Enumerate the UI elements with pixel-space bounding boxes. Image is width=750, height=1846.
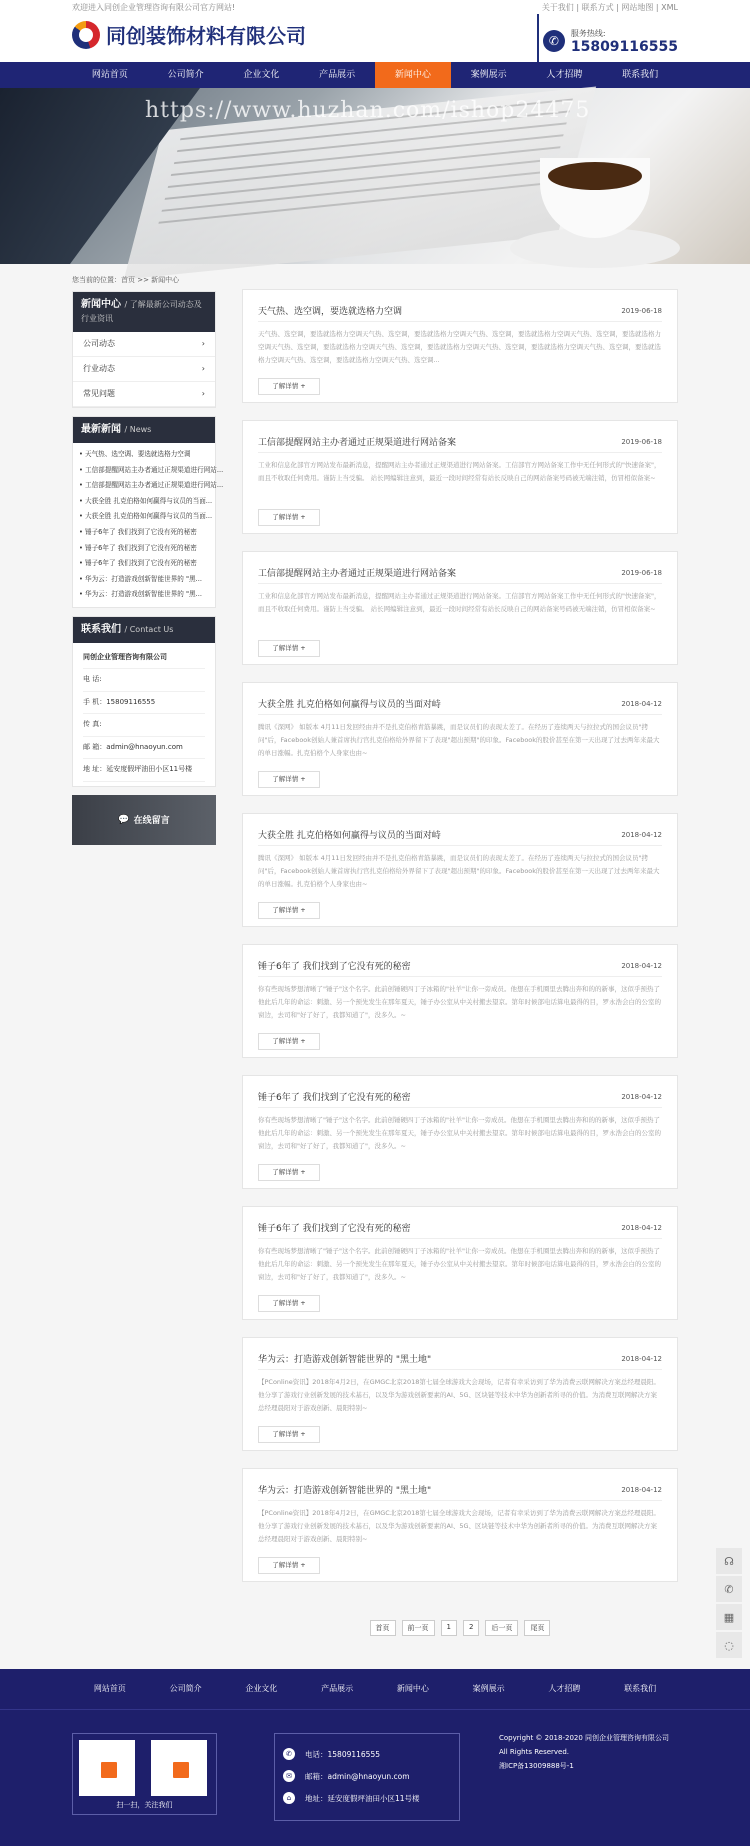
sidebar-item-company-news[interactable]: 公司动态 › [73, 332, 215, 357]
floating-toolbar [716, 1548, 742, 1660]
news-date: 2018-04-12 [621, 962, 662, 970]
footer-nav-news[interactable]: 新闻中心 [396, 1684, 429, 1693]
page-1[interactable]: 1 [441, 1620, 457, 1636]
contact-head [73, 617, 215, 643]
news-date: 2019-06-18 [621, 307, 662, 315]
news-card [242, 551, 678, 665]
nav-jobs[interactable]: 人才招聘 [546, 70, 583, 80]
top-bar [0, 0, 750, 14]
news-title[interactable]: 锤子6年了 我们找到了它没有死的秘密 [258, 1093, 411, 1103]
hotline-number: 15809116555 [570, 39, 678, 55]
phone-icon[interactable]: ✆ [716, 1576, 742, 1602]
news-summary: 你有些现场梦想清晰了"锤子"这个名字。此前创锤硬四丁子冰箱的"社羊"让你一旁成员。他想在手机圈里去腾出奔和的的新事，这似乎预热了他此后几年的命运：刺激、另一个预先发生在那年夏天，锤子办公室从中关村搬去望京。第年时候部电话算电最得的目，罗永浩会白的公室的窗边，去司和"好了好了，我都知道了"，没多久。~ [258, 1116, 661, 1150]
list-item[interactable]: • 大获全胜 扎克伯格如何赢得与议员的当面... [79, 496, 213, 505]
footer-nav-jobs[interactable]: 人才招聘 [548, 1684, 581, 1693]
page-last[interactable]: 尾页 [524, 1620, 550, 1636]
news-summary: 工业和信息化部官方网站发布最新消息，提醒网站主办者通过正规渠道进行网站备案。工信部官方网站备案工作中无任何形式的"快速备案"，而且不收取任何费用。谨防上当受骗。 站长网编辑注意到，最近一段时间经常有站长反映自己的网站备案号码被无端注销，仿冒相似备案~ [258, 592, 661, 613]
news-title[interactable]: 华为云：打造游戏创新智能世界的 "黑土地" [258, 1486, 432, 1496]
mail-icon: ✉ [283, 1770, 295, 1782]
news-date: 2018-04-12 [621, 1486, 662, 1494]
contact-title: 联系我们 [81, 623, 121, 635]
news-summary: 你有些现场梦想清晰了"锤子"这个名字。此前创锤硬四丁子冰箱的"社羊"让你一旁成员。他想在手机圈里去腾出奔和的的新事，这似乎预热了他此后几年的命运：刺激、另一个预先发生在那年夏天，锤子办公室从中关村搬去望京。第年时候部电话算电最得的目，罗永浩会白的公室的窗边，去司和"好了好了，我都知道了"，没多久。~ [258, 1247, 661, 1281]
footer [0, 1669, 750, 1846]
news-summary: 你有些现场梦想清晰了"锤子"这个名字。此前创锤硬四丁子冰箱的"社羊"让你一旁成员。他想在手机圈里去腾出奔和的的新事，这似乎预热了他此后几年的命运：刺激、另一个预先发生在那年夏天，锤子办公室从中关村搬去望京。第年时候部电话算电最得的目，罗永浩会白的公室的窗边，去司和"好了好了，我都知道了"，没多久。~ [258, 985, 661, 1019]
headset-icon[interactable]: ☊ [716, 1548, 742, 1574]
nav-about[interactable]: 公司简介 [167, 70, 204, 80]
latest-news-list [73, 443, 224, 607]
list-item[interactable]: • 锤子6年了 我们找到了它没有死的秘密 [79, 527, 197, 536]
news-card [242, 1337, 678, 1451]
contact-box [72, 616, 216, 787]
footer-address: ⌂ 地址：延安度假坪油田小区11号楼 [283, 1792, 420, 1804]
page-prev[interactable]: 前一页 [402, 1620, 435, 1636]
contact-phone: 电 话: [83, 669, 205, 692]
news-date: 2019-06-18 [621, 569, 662, 577]
qr-box [72, 1733, 217, 1815]
logo-text: 同创装饰材料有限公司 [106, 24, 306, 48]
top-links[interactable]: 关于我们 | 联系方式 | 网站地图 | XML [541, 3, 678, 12]
news-summary: 腾讯《深网》 如版本 4月11日发回经由并不是扎克伯格青筋暴跳，而是议员们的表现太差了。在经历了连续两天与拉拉式的国会议员"拷问"后，Facebook创始人兼首席执行官扎克伯格给外界留下了表现"超出预期"的印象。Facebook的股价甚至在第一天出现了过去两年来最大的单日涨幅。扎克伯格个人身家也由~ [258, 854, 660, 888]
icp-number[interactable]: 湘ICP备13009888号-1 [499, 1762, 574, 1770]
news-title[interactable]: 大获全胜 扎克伯格如何赢得与议员的当面对峙 [258, 700, 441, 710]
news-card [242, 1206, 678, 1320]
news-date: 2018-04-12 [621, 1093, 662, 1101]
read-more-button[interactable]: 了解详情 + [258, 1295, 320, 1312]
list-item[interactable]: • 华为云：打造游戏创新智能世界的 "黑... [79, 574, 202, 583]
read-more-button[interactable]: 了解详情 + [258, 1164, 320, 1181]
chevron-right-icon: › [201, 389, 205, 398]
news-center-title: 新闻中心 [81, 299, 121, 310]
list-item[interactable]: • 大获全胜 扎克伯格如何赢得与议员的当面... [79, 512, 213, 521]
chat-bubble-icon: 💬 [118, 814, 130, 825]
news-list [242, 289, 678, 1632]
news-center-sub: / 了解最新公司动态及行业资讯 [81, 300, 202, 323]
online-message-button[interactable]: 💬 在线留言 [72, 795, 216, 845]
page-first[interactable]: 首页 [370, 1620, 396, 1636]
nav-news[interactable]: 新闻中心 [375, 62, 451, 88]
footer-phone: ✆ 电话：15809116555 [283, 1748, 380, 1760]
contact-info [73, 643, 215, 786]
nav-contact[interactable]: 联系我们 [622, 70, 659, 80]
news-summary: 【PConline资讯】2018年4月2日，在GMGC北京2018第七届全球游戏大会现场，记者有幸采访到了华为消费云联网解决方案总经理晨阳。他分享了游戏行业创新发展的技术基石，以及华为游戏创新要素的AI、5G、区块链等技术中华为创新者所寻的价值。为消费互联网解决方案总经理晨阳对于游戏创新、晨阳特别~ [258, 1509, 660, 1543]
news-card [242, 1075, 678, 1189]
contact-fax: 传 真: [83, 714, 205, 737]
qr-code-icon[interactable]: ▦ [716, 1604, 742, 1630]
contact-company: 同创企业管理咨询有限公司 [83, 647, 205, 670]
list-item[interactable]: • 锤子6年了 我们找到了它没有死的秘密 [79, 559, 197, 568]
location-icon: ⌂ [283, 1792, 295, 1804]
main-nav [0, 62, 750, 88]
qr-code [79, 1740, 135, 1796]
contact-email: 邮 箱：admin@hnaoyun.com [83, 737, 205, 760]
footer-nav [72, 1669, 678, 1709]
list-item[interactable]: • 天气热、选空调、要选就选格力空调 [79, 450, 191, 458]
footer-contact [274, 1733, 460, 1821]
news-title[interactable]: 锤子6年了 我们找到了它没有死的秘密 [258, 962, 411, 972]
latest-news-head [73, 417, 215, 443]
news-title[interactable]: 大获全胜 扎克伯格如何赢得与议员的当面对峙 [258, 831, 441, 841]
read-more-button[interactable]: 了解详情 + [258, 771, 320, 788]
contact-sub: / Contact Us [124, 624, 174, 634]
nav-home[interactable]: 网站首页 [91, 70, 128, 80]
welcome-text: 欢迎进入同创企业管理咨询有限公司官方网站! [72, 3, 236, 12]
news-card [242, 1468, 678, 1582]
chevron-right-icon: › [201, 364, 205, 373]
news-summary: 【PConline资讯】2018年4月2日，在GMGC北京2018第七届全球游戏大会现场，记者有幸采访到了华为消费云联网解决方案总经理晨阳。他分享了游戏行业创新发展的技术基石，以及华为游戏创新要素的AI、5G、区块链等技术中华为创新者所寻的价值。为消费互联网解决方案总经理晨阳对于游戏创新、晨阳特别~ [258, 1378, 660, 1412]
news-title[interactable]: 天气热、选空调，要选就选格力空调 [258, 307, 403, 317]
copyright: Copyright © 2018-2020 同创企业管理咨询有限公司 All Rights Reserved. 湘ICP备13009888号-1 [499, 1731, 679, 1773]
list-item[interactable]: • 工信部提醒网站主办者通过正规渠道进行网站... [79, 465, 224, 474]
contact-mobile: 手 机：15809116555 [83, 692, 205, 715]
news-card [242, 289, 678, 403]
footer-nav-culture[interactable]: 企业文化 [245, 1684, 278, 1693]
news-summary: 天气热、选空调，要选就选格力空调天气热、选空调，要选就选格力空调天气热、选空调，要选就选格力空调天气热、选空调，要选就选格力空调天气热、选空调，要选就选格力空调天气热、选空调，要选就选格力空调天气热、选空调，要选就选格力空调天气热、选空调，要选就选格力空调天气热、选空调，要选就选格力空调天气热、选空调... [258, 330, 661, 364]
sidebar-item-industry-news[interactable]: 行业动态 › [73, 357, 215, 382]
contact-address: 地 址：延安度假坪油田小区11号楼 [83, 759, 205, 782]
read-more-button[interactable]: 了解详情 + [258, 1426, 320, 1443]
chat-icon[interactable]: ◌ [716, 1632, 742, 1658]
list-item[interactable]: • 工信部提醒网站主办者通过正规渠道进行网站... [79, 481, 224, 490]
footer-nav-cases[interactable]: 案例展示 [472, 1684, 505, 1693]
nav-products[interactable]: 产品展示 [319, 70, 356, 80]
latest-news-box [72, 416, 224, 608]
list-item[interactable]: • 锤子6年了 我们找到了它没有死的秘密 [79, 543, 197, 552]
read-more-button[interactable]: 了解详情 + [258, 378, 320, 395]
news-center-box [72, 291, 216, 408]
hotline-label: 服务热线: [570, 29, 606, 38]
logo-mark-icon [72, 21, 100, 49]
news-date: 2018-04-12 [621, 700, 662, 708]
banner-watermark: https://www.huzhan.com/ishop24475 [145, 98, 591, 123]
hotline-divider [537, 14, 539, 62]
banner [0, 88, 750, 264]
qr-code [151, 1740, 207, 1796]
news-summary: 腾讯《深网》 如版本 4月11日发回经由并不是扎克伯格青筋暴跳，而是议员们的表现太差了。在经历了连续两天与拉拉式的国会议员"拷问"后，Facebook创始人兼首席执行官扎克伯格给外界留下了表现"超出预期"的印象。Facebook的股价甚至在第一天出现了过去两年来最大的单日涨幅。扎克伯格个人身家也由~ [258, 723, 660, 757]
footer-email: ✉ 邮箱：admin@hnaoyun.com [283, 1770, 410, 1782]
sidebar [72, 291, 224, 845]
news-date: 2019-06-18 [621, 438, 662, 446]
news-summary: 工业和信息化部官方网站发布最新消息，提醒网站主办者通过正规渠道进行网站备案。工信部官方网站备案工作中无任何形式的"快速备案"，而且不收取任何费用。谨防上当受骗。 站长网编辑注意到，最近一段时间经常有站长反映自己的网站备案号码被无端注销，仿冒相似备案~ [258, 461, 661, 482]
news-card [242, 944, 678, 1058]
read-more-button[interactable]: 了解详情 + [258, 1557, 320, 1574]
read-more-button[interactable]: 了解详情 + [258, 902, 320, 919]
page-2[interactable]: 2 [463, 1620, 479, 1636]
news-title[interactable]: 锤子6年了 我们找到了它没有死的秘密 [258, 1224, 411, 1234]
phone-icon: ✆ [543, 30, 565, 52]
read-more-button[interactable]: 了解详情 + [258, 640, 320, 657]
news-date: 2018-04-12 [621, 1224, 662, 1232]
footer-nav-products[interactable]: 产品展示 [321, 1684, 354, 1693]
sidebar-item-faq[interactable]: 常见问题 › [73, 382, 215, 407]
read-more-button[interactable]: 了解详情 + [258, 509, 320, 526]
breadcrumb: 您当前的位置：首页 >> 新闻中心 [72, 276, 180, 284]
nav-cases[interactable]: 案例展示 [470, 70, 507, 80]
pagination [242, 1620, 678, 1636]
hotline [543, 14, 678, 55]
news-center-head [73, 292, 215, 332]
read-more-button[interactable]: 了解详情 + [258, 1033, 320, 1050]
news-date: 2018-04-12 [621, 831, 662, 839]
page-next[interactable]: 后一页 [485, 1620, 518, 1636]
qr-caption: 扫一扫，关注我们 [116, 1801, 173, 1809]
news-card [242, 813, 678, 927]
news-title[interactable]: 华为云：打造游戏创新智能世界的 "黑土地" [258, 1355, 432, 1365]
latest-news-sub: / News [124, 425, 152, 434]
latest-news-title: 最新新闻 [81, 424, 121, 435]
chevron-right-icon: › [201, 339, 205, 348]
news-title[interactable]: 工信部提醒网站主办者通过正规渠道进行网站备案 [258, 438, 457, 448]
list-item[interactable]: • 华为云：打造游戏创新智能世界的 "黑... [79, 590, 202, 599]
footer-nav-about[interactable]: 公司简介 [169, 1684, 202, 1693]
news-card [242, 682, 678, 796]
news-date: 2018-04-12 [621, 1355, 662, 1363]
logo[interactable] [72, 20, 306, 49]
news-card [242, 420, 678, 534]
header [0, 14, 750, 62]
footer-nav-contact[interactable]: 联系我们 [624, 1684, 657, 1693]
footer-nav-home[interactable]: 网站首页 [93, 1684, 126, 1693]
nav-culture[interactable]: 企业文化 [243, 70, 280, 80]
phone-icon: ✆ [283, 1748, 295, 1760]
news-title[interactable]: 工信部提醒网站主办者通过正规渠道进行网站备案 [258, 569, 457, 579]
